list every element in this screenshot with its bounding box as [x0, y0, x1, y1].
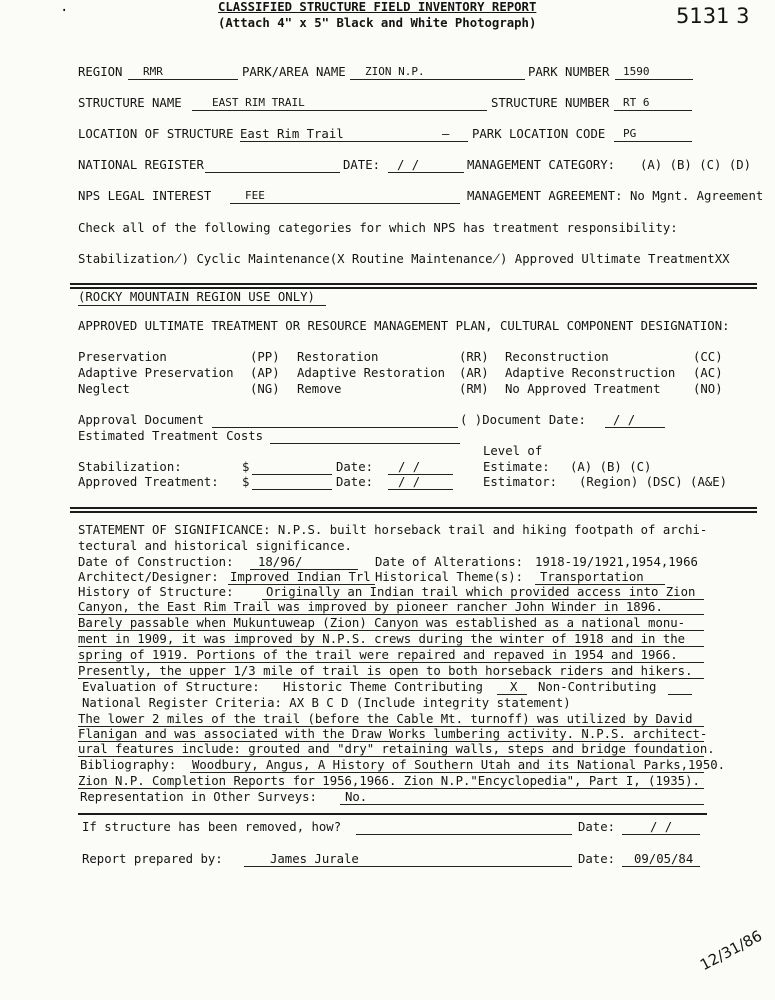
park-location-value: PG: [623, 127, 637, 140]
management-agreement-label: MANAGEMENT AGREEMENT:: [467, 189, 623, 203]
structure-name-label: STRUCTURE NAME: [78, 96, 182, 110]
integrity-line: Flanigan and was associated with the Draw Works lumbering activity. N.P.S. architect-: [78, 727, 708, 741]
architect-label: Architect/Designer:: [78, 570, 219, 584]
table-cell: Preservation: [78, 350, 167, 364]
structure-number-label: STRUCTURE NUMBER: [491, 96, 610, 110]
legal-interest-label: NPS LEGAL INTEREST: [78, 189, 212, 203]
cost-date-value: / /: [398, 475, 421, 489]
national-register-label: NATIONAL REGISTER: [78, 158, 204, 172]
history-label: History of Structure:: [78, 585, 234, 599]
approved-treatment-label: Approved Treatment:: [78, 475, 219, 489]
history-line: Canyon, the East Rim Trail was improved by pioneer rancher John Winder in 1896.: [78, 600, 663, 614]
management-agreement-value: No Mgnt. Agreement: [630, 189, 764, 203]
bibliography-line: Zion N.P. Completion Reports for 1956,1966. Zion N.P."Encyclopedia", Part I, (1935).: [78, 774, 700, 788]
estimate-label: Estimate:: [483, 460, 550, 474]
table-cell: Remove: [297, 382, 342, 396]
architect-value: Improved Indian Trl: [230, 570, 371, 584]
bibliography-line: Woodbury, Angus, A History of Southern Utah and its National Parks,1950.: [192, 758, 726, 772]
history-line: Originally an Indian trail which provided access into Zion: [266, 585, 696, 599]
statement-line: STATEMENT OF SIGNIFICANCE: N.P.S. built horseback trail and hiking footpath of archi-: [78, 523, 708, 537]
park-number-label: PARK NUMBER: [528, 65, 610, 79]
structure-name-value: EAST RIM TRAIL: [212, 96, 305, 109]
treatment-categories: Stabilization̸) Cyclic Maintenance(X Routine Maintenance̸) Approved Ultimate TreatmentXX: [78, 252, 730, 266]
table-cell: (RR): [459, 350, 489, 364]
cost-date-label: Date:: [336, 460, 374, 474]
park-number-value: 1590: [623, 65, 650, 78]
table-cell: (AC): [693, 366, 723, 380]
removed-date-label: Date:: [578, 820, 616, 834]
check-instructions: Check all of the following categories for which NPS has treatment responsibility:: [78, 221, 678, 235]
management-category-label: MANAGEMENT CATEGORY:: [467, 158, 616, 172]
table-cell: (PP): [250, 350, 280, 364]
estimate-options: (A) (B) (C): [570, 460, 652, 474]
history-line: Presently, the upper 1/3 mile of trail is open to both horseback riders and hikers.: [78, 664, 693, 678]
historical-theme-label: Historical Theme(s):: [375, 570, 524, 584]
location-value: East Rim Trail: [240, 127, 344, 141]
region-use-heading: (ROCKY MOUNTAIN REGION USE ONLY): [78, 290, 315, 304]
table-cell: (NG): [250, 382, 280, 396]
report-subtitle: (Attach 4" x 5" Black and White Photograph): [218, 16, 537, 30]
historical-theme-value: Transportation: [540, 570, 644, 584]
table-cell: Adaptive Reconstruction: [505, 366, 676, 380]
date-alterations-label: Date of Alterations:: [375, 555, 524, 569]
management-category-options: (A) (B) (C) (D): [640, 158, 752, 172]
approval-document-label: Approval Document: [78, 413, 204, 427]
park-area-value: ZION N.P.: [365, 65, 425, 78]
prepared-value: James Jurale: [270, 852, 359, 866]
estimated-costs-label: Estimated Treatment Costs: [78, 429, 264, 443]
region-label: REGION: [78, 65, 123, 79]
scan-mark: ·: [60, 3, 69, 19]
national-register-criteria: National Register Criteria: AX B C D (Include integrity statement): [82, 696, 571, 710]
table-cell: Adaptive Restoration: [297, 366, 446, 380]
legal-interest-value: FEE: [245, 189, 265, 202]
integrity-line: The lower 2 miles of the trail (before the Cable Mt. turnoff) was utilized by David: [78, 712, 693, 726]
estimator-label: Estimator:: [483, 475, 558, 489]
table-cell: (AP): [250, 366, 280, 380]
dollar-sign: $: [242, 475, 250, 489]
contributing-mark: X: [510, 680, 518, 694]
cost-date-value: / /: [398, 460, 421, 474]
document-date-label: ( )Document Date:: [460, 413, 586, 427]
table-cell: (AR): [459, 366, 489, 380]
table-cell: Neglect: [78, 382, 130, 396]
representation-label: Representation in Other Surveys:: [80, 790, 317, 804]
location-dash: —: [442, 127, 450, 141]
integrity-line: ural features include: grouted and "dry" retaining walls, steps and bridge foundation.: [78, 742, 715, 756]
stabilization-label: Stabilization:: [78, 460, 182, 474]
date-value: / /: [397, 158, 420, 172]
structure-number-value: RT 6: [623, 96, 650, 109]
location-label: LOCATION OF STRUCTURE: [78, 127, 234, 141]
bibliography-label: Bibliography:: [80, 758, 177, 772]
document-date-value: / /: [613, 413, 636, 427]
statement-line: tectural and historical significance.: [78, 539, 352, 553]
park-area-label: PARK/AREA NAME: [242, 65, 346, 79]
date-construction-value: 18/96/: [258, 555, 303, 569]
prepared-date-label: Date:: [578, 852, 616, 866]
date-alterations-value: 1918-19/1921,1954,1966: [535, 555, 698, 569]
estimator-options: (Region) (DSC) (A&E): [579, 475, 728, 489]
report-title: CLASSIFIED STRUCTURE FIELD INVENTORY REPORT: [218, 0, 537, 14]
prepared-label: Report prepared by:: [82, 852, 223, 866]
level-of-label: Level of: [483, 444, 543, 458]
representation-value: No.: [345, 790, 368, 804]
table-cell: (RM): [459, 382, 489, 396]
handwritten-date: 12/31/86: [697, 926, 766, 975]
table-cell: (NO): [693, 382, 723, 396]
history-line: spring of 1919. Portions of the trail were repaired and repaved in 1954 and 1966.: [78, 648, 678, 662]
approved-heading: APPROVED ULTIMATE TREATMENT OR RESOURCE MANAGEMENT PLAN, CULTURAL COMPONENT DESIGNATION:: [78, 319, 730, 333]
dollar-sign: $: [242, 460, 250, 474]
non-contributing-label: Non-Contributing: [538, 680, 657, 694]
prepared-date-value: 09/05/84: [634, 852, 694, 866]
evaluation-label: Evaluation of Structure:: [82, 680, 260, 694]
table-cell: Reconstruction: [505, 350, 609, 364]
region-value: RMR: [143, 65, 163, 78]
park-location-label: PARK LOCATION CODE: [472, 127, 606, 141]
table-cell: Restoration: [297, 350, 379, 364]
date-label: DATE:: [343, 158, 381, 172]
cost-date-label: Date:: [336, 475, 374, 489]
table-cell: (CC): [693, 350, 723, 364]
removed-date-value: / /: [650, 820, 673, 834]
history-line: Barely passable when Mukuntuweap (Zion) Canyon was established as a national monu-: [78, 616, 686, 630]
removed-label: If structure has been removed, how?: [82, 820, 342, 834]
handwritten-number: 5131 3: [676, 4, 750, 28]
historic-theme-contributing: Historic Theme Contributing: [283, 680, 483, 694]
history-line: ment in 1909, it was improved by N.P.S. crews during the winter of 1918 and in the: [78, 632, 686, 646]
date-construction-label: Date of Construction:: [78, 555, 234, 569]
table-cell: No Approved Treatment: [505, 382, 661, 396]
table-cell: Adaptive Preservation: [78, 366, 234, 380]
